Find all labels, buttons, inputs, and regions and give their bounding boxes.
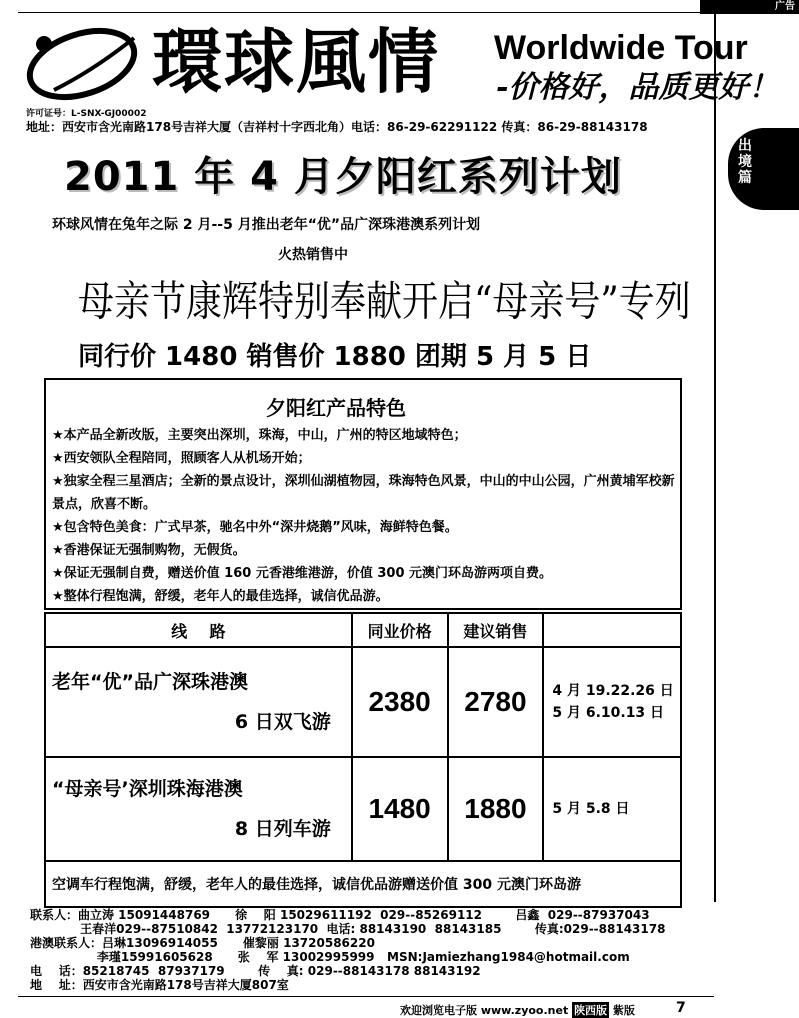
feature-item: ★西安领队全程陪同，照顾客人从机场开始；: [52, 451, 311, 466]
contact-line: 电 话：85218745 87937179 传 真: 029--88143178 88143192: [30, 964, 481, 978]
departure-dates: [543, 757, 681, 861]
edition-label: 紫版: [612, 1004, 635, 1017]
contact-line: 联系人：曲立涛 15091448769 徐 阳 15029611192 029--85269112 吕鑫 029--87937043: [30, 908, 650, 922]
page-title: 2011 年 4 月夕阳红系列计划: [64, 154, 622, 200]
route-name-line1: 老年“优”品广深珠港澳: [52, 671, 248, 693]
features-box: [44, 378, 682, 610]
feature-item: ★包含特色美食：广式早茶，驰名中外“深井烧鹅”风味，海鲜特色餐。: [52, 520, 458, 535]
route-name: [45, 647, 352, 757]
header-dates: [543, 613, 681, 647]
header-retail-price: 建议销售: [448, 613, 544, 647]
mothers-day-headline: 母亲节康辉特别奉献开启“母亲号”专列: [78, 278, 691, 326]
routes-table: [44, 612, 682, 908]
feature-item: ★整体行程饱满，舒缓，老年人的最佳选择，诚信优品游。: [52, 589, 389, 604]
date-line: 5 月 6.10.13 日: [552, 705, 665, 721]
table-row: [45, 647, 681, 757]
trade-price: 2380: [352, 647, 448, 757]
price-summary: 同行价 1480 销售价 1880 团期 5 月 5 日: [78, 342, 592, 372]
footer-rule: [18, 996, 714, 997]
trade-price: 1480: [352, 757, 448, 861]
features-heading: 夕阳红产品特色: [266, 396, 406, 420]
feature-item: ★独家全程三星酒店；全新的景点设计，深圳仙湖植物园，珠海特色风景，中山的中山公园，广州黄埔军校新景点，欣喜不断。: [52, 474, 675, 512]
company-address: 地址：西安市含光南路178号吉祥大厦（吉祥村十字西北角）电话：86-29-62291122 传真：86-29-88143178: [26, 120, 648, 134]
license-number: 许可证号：L-SNX-GJ00002: [26, 109, 147, 119]
retail-price: 1880: [448, 757, 544, 861]
header-route: 线 路: [45, 613, 352, 647]
table-note: 空调车行程饱满，舒缓，老年人的最佳选择，诚信优品游赠送价值 300 元澳门环岛游: [45, 861, 681, 907]
route-name-line2: 6 日双飞游: [234, 711, 331, 733]
feature-item: ★香港保证无强制购物，无假货。: [52, 543, 246, 558]
route-name-line1: “母亲号’深圳珠海港澳: [52, 778, 243, 800]
section-tab-outbound: [728, 128, 799, 210]
contact-line: 地 址：西安市含光南路178号吉祥大厦807室: [30, 978, 289, 992]
departure-dates: [543, 647, 681, 757]
retail-price: 2780: [448, 647, 544, 757]
page-number: 7: [676, 1000, 686, 1016]
brand-slogan: -价格好，品质更好！: [496, 70, 779, 105]
hot-sale-text: 火热销售中: [278, 247, 348, 263]
edition-badge: 陕西版: [574, 1004, 608, 1017]
intro-text: 环球风情在兔年之际 2 月--5 月推出老年“优”品广深珠港澳系列计划: [52, 217, 481, 233]
section-tab-label: 出境篇: [738, 138, 752, 186]
table-note-row: [45, 861, 681, 907]
ad-tag: 广告: [700, 0, 799, 14]
contact-line: 王春洋029--87510842 13772123170 电话: 88143190 88143185 传真:029--88143178: [30, 922, 666, 936]
brand-chinese-name: 環球風情: [152, 21, 440, 103]
contact-line: 李瑾15991605628 张 军 13002995999 MSN:Jamiezhang1984@hotmail.com: [30, 950, 630, 964]
date-line: 5 月 5.8 日: [552, 801, 630, 817]
table-header-row: [45, 613, 681, 647]
footer: [400, 1002, 635, 1018]
date-line: 4 月 19.22.26 日: [552, 683, 674, 699]
header-trade-price: 同业价格: [352, 613, 448, 647]
feature-item: ★本产品全新改版，主要突出深圳，珠海，中山，广州的特区地域特色；: [52, 428, 467, 443]
footer-website[interactable]: 欢迎浏览电子版 www.zyoo.net: [400, 1004, 569, 1017]
brand-english-name: Worldwide Tour: [494, 29, 748, 67]
features-list: [52, 424, 678, 608]
globe-logo-icon: [24, 20, 146, 104]
route-name-line2: 8 日列车游: [234, 818, 331, 840]
route-name: [45, 757, 352, 861]
contact-line: 港澳联系人：吕琳13096914055 催黎丽 13720586220: [30, 936, 375, 950]
table-row: [45, 757, 681, 861]
feature-item: ★保证无强制自费，赠送价值 160 元香港维港游，价值 300 元澳门环岛游两项自费。: [52, 566, 553, 581]
contact-block: [30, 908, 710, 992]
